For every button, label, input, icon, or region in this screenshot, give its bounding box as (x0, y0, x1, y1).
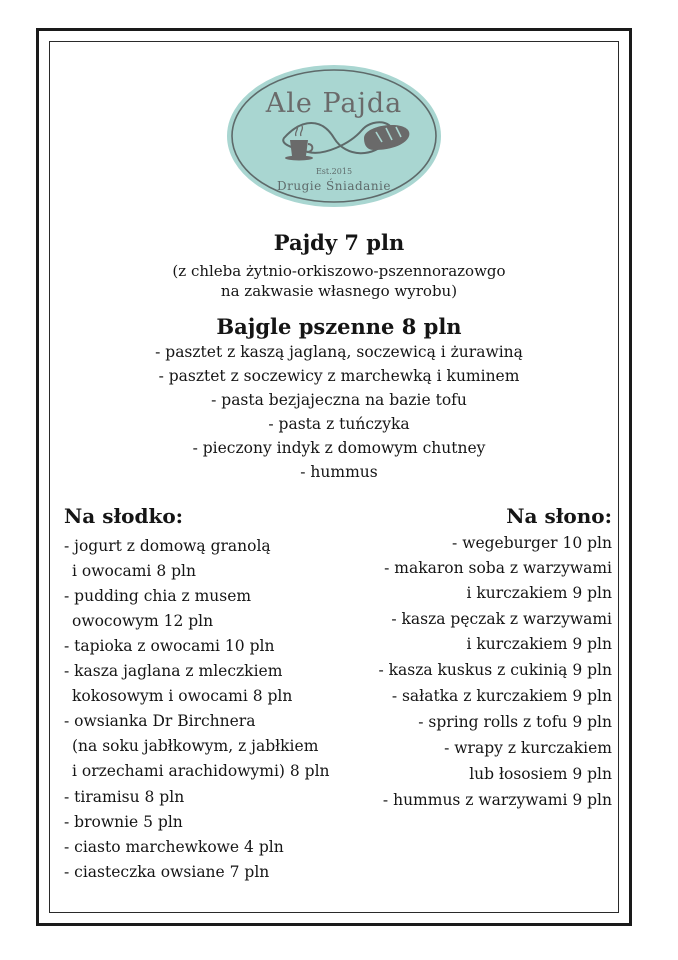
pajdy-title: Pajdy 7 pln (273, 230, 405, 255)
bajgle-item: - pieczony indyk z domowym chutney (192, 439, 486, 457)
sweet-item-cont: i orzechami arachidowymi) 8 pln (72, 762, 330, 780)
sweet-item: - jogurt z domową granolą (64, 537, 271, 555)
logo-tagline: Drugie Śniadanie (277, 179, 391, 193)
sweet-item: - ciasto marchewkowe 4 pln (64, 838, 284, 856)
salty-item: - spring rolls z tofu 9 pln (418, 713, 612, 731)
sweet-item: - ciasteczka owsiane 7 pln (64, 863, 270, 881)
sweet-item-cont: owocowym 12 pln (72, 612, 214, 630)
ale-pajda-logo (224, 60, 444, 220)
sweet-heading: Na słodko: (64, 504, 184, 528)
salty-item-cont: lub łososiem 9 pln (469, 765, 612, 783)
salty-item: - kasza kuskus z cukinią 9 pln (378, 661, 612, 679)
sweet-item: - pudding chia z musem (64, 587, 252, 605)
sweet-item-cont: (na soku jabłkowym, z jabłkiem (72, 737, 319, 755)
sweet-item-cont: kokosowym i owocami 8 pln (72, 687, 293, 705)
sweet-item: - brownie 5 pln (64, 813, 183, 831)
sweet-item: - tiramisu 8 pln (64, 788, 185, 806)
salty-item: - hummus z warzywami 9 pln (382, 791, 612, 809)
salty-item-cont: i kurczakiem 9 pln (466, 635, 612, 653)
salty-heading: Na słono: (506, 504, 612, 528)
bajgle-item: - pasztet z kaszą jaglaną, soczewicą i żurawiną (155, 343, 523, 361)
salty-item: - makaron soba z warzywami (384, 559, 612, 577)
bajgle-item: - hummus (300, 463, 378, 481)
sweet-item-cont: i owocami 8 pln (72, 562, 196, 580)
pajdy-desc-line: na zakwasie własnego wyrobu) (220, 282, 458, 300)
bajgle-item: - pasta bezjajeczna na bazie tofu (211, 391, 467, 409)
salty-item-cont: i kurczakiem 9 pln (466, 584, 612, 602)
bajgle-item: - pasztet z soczewicy z marchewką i kuminem (158, 367, 520, 385)
salty-item: - sałatka z kurczakiem 9 pln (391, 687, 612, 705)
salty-item: - wrapy z kurczakiem (444, 739, 612, 757)
logo-name: Ale Pajda (265, 88, 403, 119)
sweet-item: - kasza jaglana z mleczkiem (64, 662, 283, 680)
salty-item: - kasza pęczak z warzywami (391, 610, 612, 628)
bajgle-title: Bajgle pszenne 8 pln (216, 314, 462, 339)
sweet-item: - tapioka z owocami 10 pln (64, 637, 275, 655)
sweet-item: - owsianka Dr Birchnera (64, 712, 256, 730)
pajdy-desc-line: (z chleba żytnio-orkiszowo-pszennorazowgo (172, 262, 506, 280)
bajgle-item: - pasta z tuńczyka (268, 415, 410, 433)
logo-est: Est.2015 (315, 167, 353, 176)
salty-item: - wegeburger 10 pln (452, 534, 612, 552)
